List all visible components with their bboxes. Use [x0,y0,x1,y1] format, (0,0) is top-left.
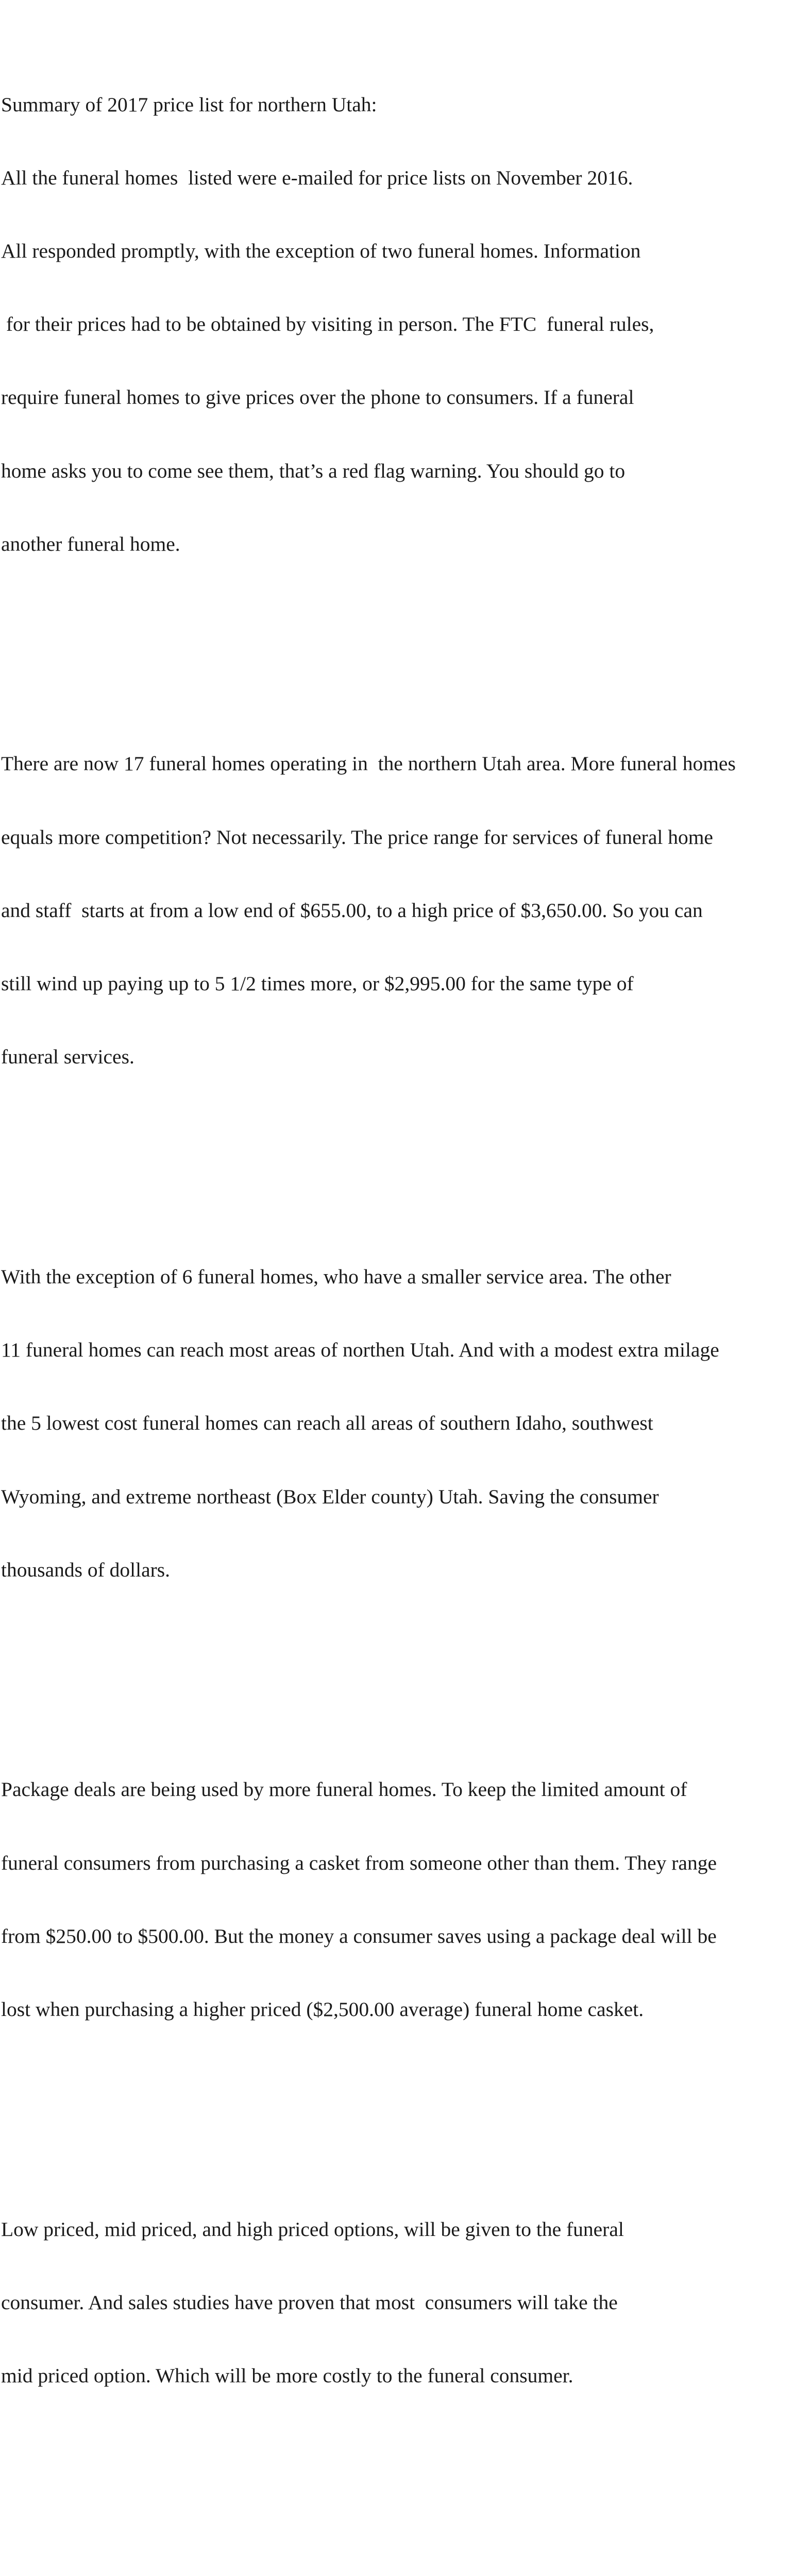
text-line: funeral services. [1,1045,134,1069]
text-line: lost when purchasing a higher priced ($2,500.00 average) funeral home casket. [1,1997,644,2021]
paragraph-package-deals [1,1729,792,2071]
text-line: another funeral home. [1,532,180,555]
text-line: equals more competition? Not necessarily. The price range for services of funeral home [1,825,713,849]
text-line: consumer. And sales studies have proven that most consumers will take the [1,2291,618,2314]
paragraph-survey-summary [1,44,792,605]
text-line: funeral consumers from purchasing a casket from someone other than them. They range [1,1851,717,1874]
paragraph-saving-advice [1,2535,792,2576]
text-line: All the funeral homes listed were e-mailed for price lists on November 2016. [1,166,633,189]
document-title-line: Summary of 2017 price list for northern Utah: [1,93,377,116]
text-line: require funeral homes to give prices over the phone to consumers. If a funeral [1,386,634,409]
text-line: There are now 17 funeral homes operating in the northern Utah area. More funeral homes [1,752,736,775]
text-line: home asks you to come see them, that’s a red flag warning. You should go to [1,459,626,482]
text-line: still wind up paying up to 5 1/2 times more, or $2,995.00 for the same type of [1,972,634,995]
text-line: and staff starts at from a low end of $655.00, to a high price of $3,650.00. So you can [1,899,703,922]
text-line: thousands of dollars. [1,1558,171,1581]
paragraph-price-range [1,703,792,1118]
text-line: All responded promptly, with the exception of two funeral homes. Information [1,240,641,263]
text-line: mid priced option. Which will be more costly to the funeral consumer. [1,2364,573,2387]
text-line: the 5 lowest cost funeral homes can reach all areas of southern Idaho, southwest [1,1412,653,1435]
document-page [1,0,792,2576]
text-line: 11 funeral homes can reach most areas of northen Utah. And with a modest extra milage [1,1338,719,1362]
text-line: With the exception of 6 funeral homes, who have a smaller service area. The other [1,1265,671,1288]
text-line: Wyoming, and extreme northeast (Box Elder county) Utah. Saving the consumer [1,1485,659,1508]
paragraph-service-area [1,1216,792,1631]
text-line: Package deals are being used by more funeral homes. To keep the limited amount of [1,1778,687,1801]
text-line: from $250.00 to $500.00. But the money a consumer saves using a package deal will be [1,1924,717,1947]
text-line: for their prices had to be obtained by visiting in person. The FTC funeral rules, [1,313,654,336]
paragraph-price-options [1,2168,792,2437]
text-line: Low priced, mid priced, and high priced options, will be given to the funeral [1,2217,624,2241]
